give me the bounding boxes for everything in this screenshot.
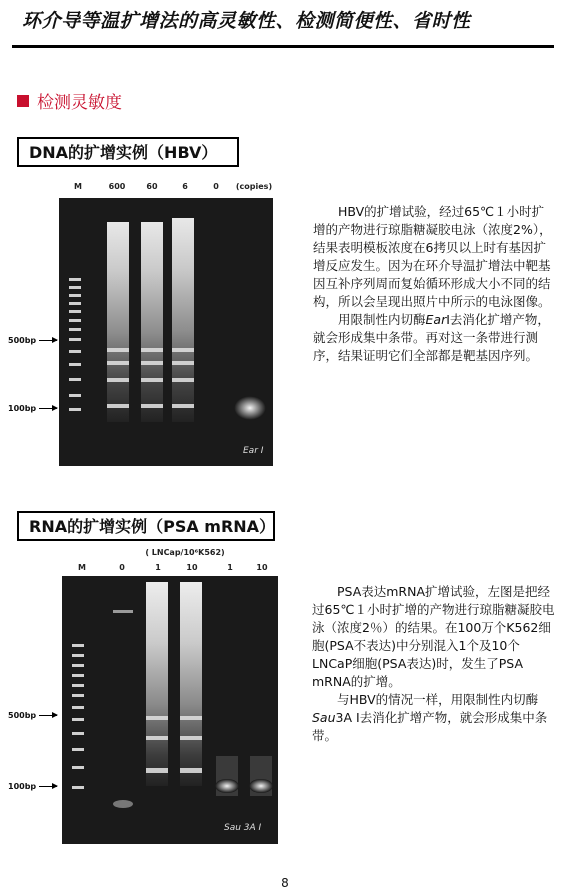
rna-marker-100: 100bp bbox=[8, 782, 57, 791]
dna-paragraph-1: HBV的扩增试验，经过65℃１小时扩增的产物进行琼脂糖凝胶电泳（浓度2%），结果表明模板浓度在6拷贝以上时有基因扩增反应发生。因为在环介导温扩增法中靶基因互补序列周而复始循环形成大小不同的结构，所以会呈现出照片中所示的电泳图像。 bbox=[313, 204, 552, 309]
dna-example-box: DNA的扩增实例（HBV） bbox=[17, 137, 239, 167]
rna-enzyme-label: Sau 3A I bbox=[224, 823, 262, 833]
title-rule bbox=[12, 45, 554, 48]
dna-lane-label: M bbox=[74, 182, 82, 191]
rna-lane-label: M bbox=[78, 563, 86, 572]
rna-example-box: RNA的扩增实例（PSA mRNA） bbox=[17, 511, 275, 541]
arrow-right-icon bbox=[39, 715, 57, 716]
arrow-right-icon bbox=[39, 786, 57, 787]
rna-lane-label: 0 bbox=[119, 563, 125, 572]
rna-lane-label: 1 bbox=[155, 563, 161, 572]
rna-lane-label: 10 bbox=[186, 563, 198, 572]
rna-subtitle: ( LNCap/10⁶K562) bbox=[145, 548, 225, 557]
rna-marker-500: 500bp bbox=[8, 711, 57, 720]
square-bullet-icon bbox=[17, 95, 29, 107]
section-heading-text: 检测灵敏度 bbox=[37, 93, 122, 113]
dna-lane-label: (copies) bbox=[235, 182, 273, 191]
dna-marker-500: 500bp bbox=[8, 336, 57, 345]
section-heading bbox=[17, 88, 122, 113]
dna-lane-label: 600 bbox=[108, 182, 126, 191]
arrow-right-icon bbox=[39, 340, 57, 341]
arrow-right-icon bbox=[39, 408, 57, 409]
dna-lane-label: 60 bbox=[146, 182, 158, 191]
rna-paragraph-1: PSA表达mRNA扩增试验，左图是把经过65℃１小时扩增的产物进行琼脂糖凝胶电泳（浓度2％）的结果。在100万个K562细胞(PSA不表达)中分别混入1个及10个 LNCaP细胞(PSA表达)时，发生了PSA mRNA的扩增。 bbox=[312, 584, 555, 689]
dna-lane-label: 6 bbox=[182, 182, 188, 191]
rna-lane-label: 10 bbox=[256, 563, 268, 572]
dna-lane-label: 0 bbox=[213, 182, 219, 191]
page-number: 8 bbox=[281, 876, 289, 890]
rna-lane-label: 1 bbox=[227, 563, 233, 572]
dna-paragraph-2: 用限制性内切酶EarⅠ去消化扩增产物，就会形成集中条带。再对这一条带进行测序，结果证明它们全部都是靶基因序列。 bbox=[313, 312, 550, 363]
rna-description bbox=[312, 583, 557, 745]
dna-gel-image bbox=[59, 198, 273, 466]
rna-gel-image bbox=[62, 576, 278, 844]
page-title: 环介导等温扩增法的高灵敏性、检测简便性、省时性 bbox=[22, 10, 471, 32]
rna-paragraph-2: 与HBV的情况一样，用限制性内切酶Sau3A Ⅰ去消化扩增产物，就会形成集中条带。 bbox=[312, 692, 548, 743]
dna-enzyme-label: Ear I bbox=[243, 446, 264, 456]
dna-marker-100: 100bp bbox=[8, 404, 57, 413]
dna-description bbox=[313, 203, 555, 365]
